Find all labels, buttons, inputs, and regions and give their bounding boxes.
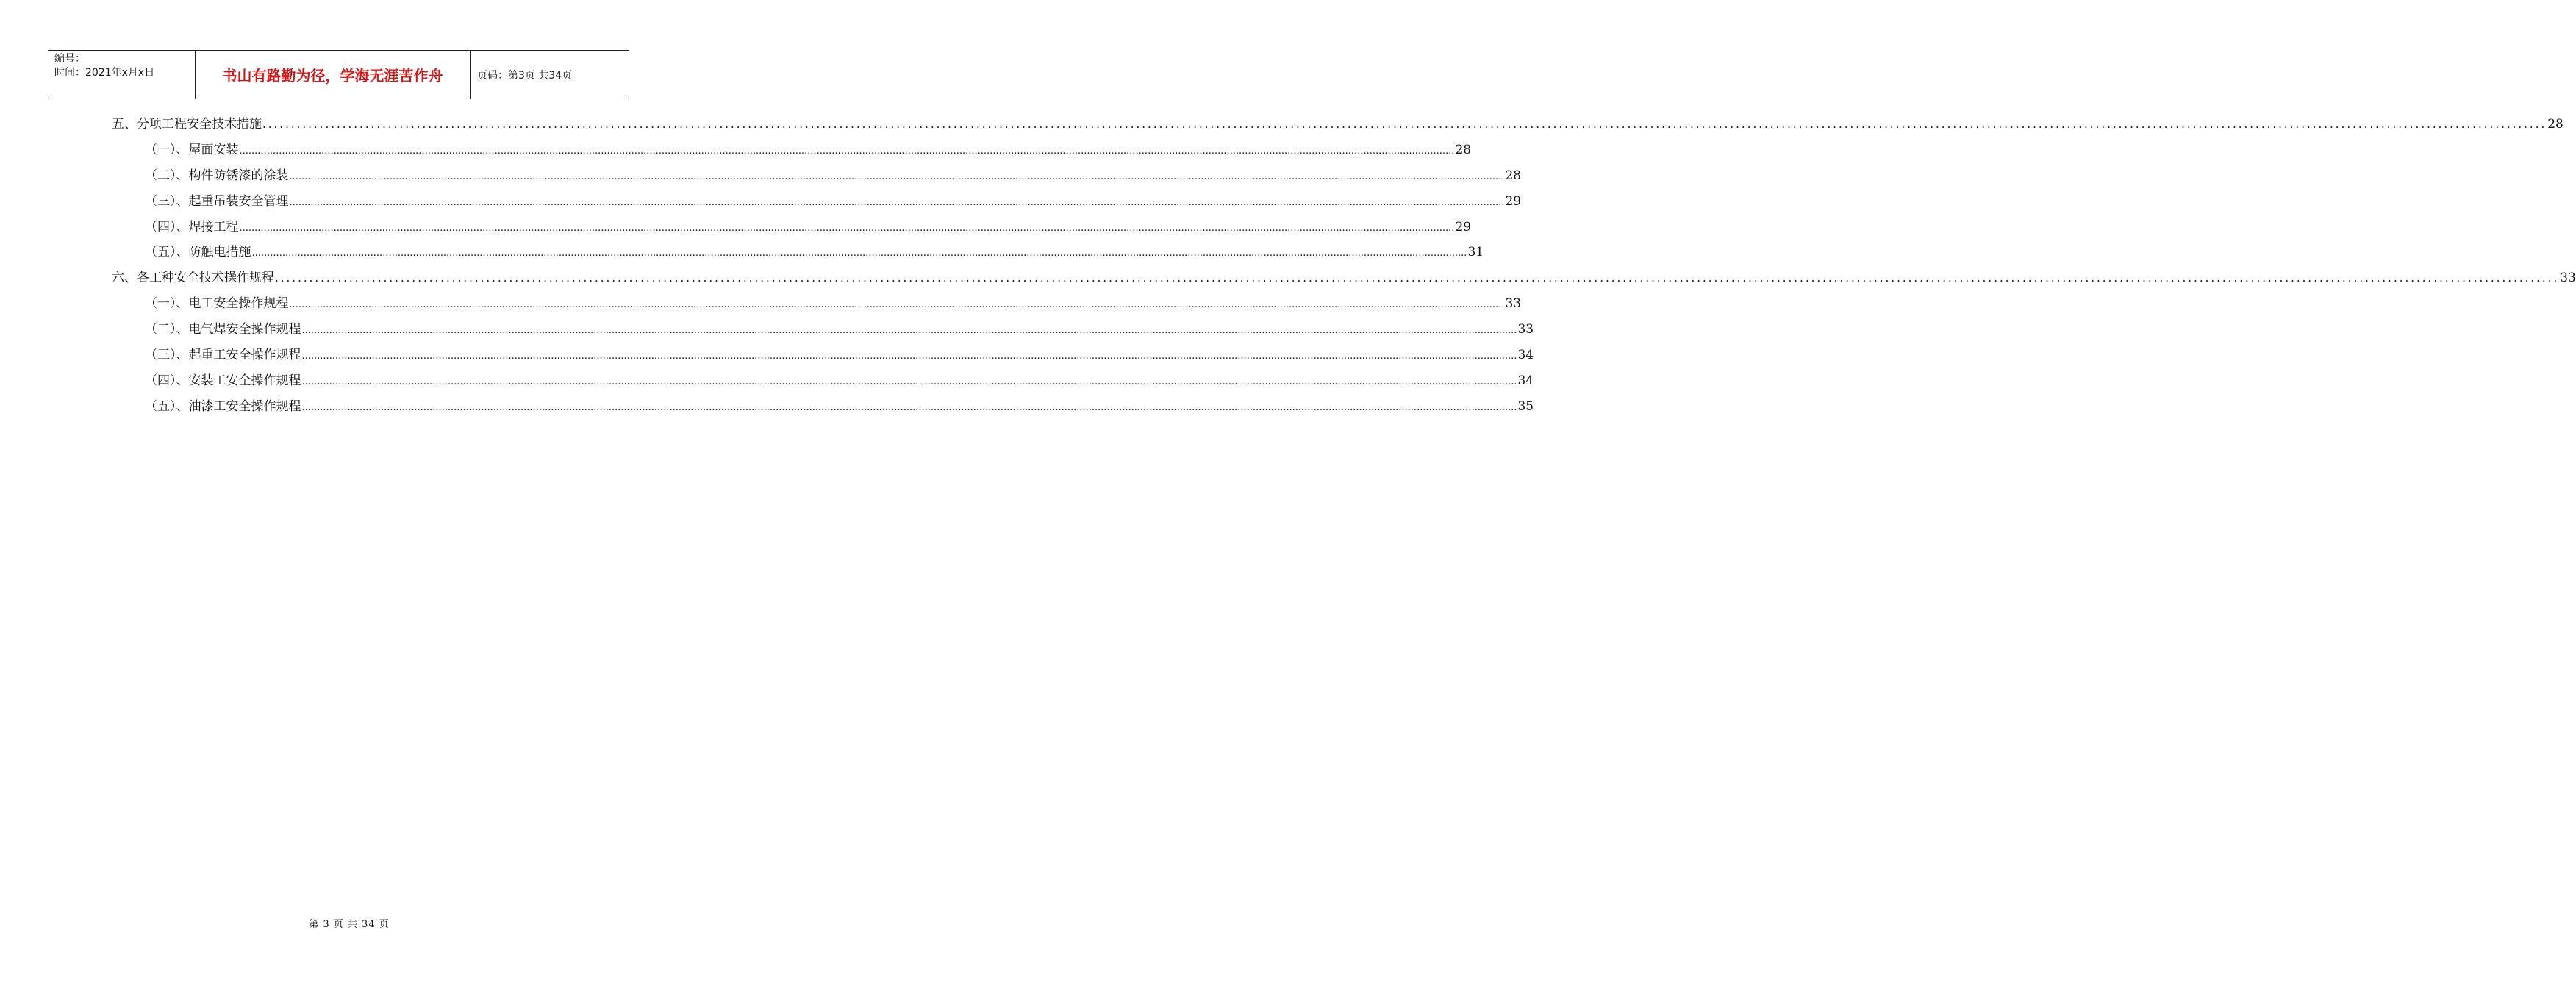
toc-leader-dots: ................................................................................................................................................................................................................................................................................................................................................................................................................ — [251, 248, 1467, 259]
toc-entry-page: 28 — [1505, 168, 1522, 183]
toc-entry[interactable] — [112, 190, 1522, 216]
toc-entry-title: （二）、电气焊安全操作规程 — [145, 322, 301, 337]
page-footer: 第 3 页 共 34 页 — [309, 919, 390, 930]
toc-entry-page: 34 — [1517, 373, 1534, 388]
toc-entry-title: （一）、电工安全操作规程 — [145, 296, 289, 312]
toc-entry-title: （三）、起重工安全操作规程 — [145, 348, 301, 363]
toc-entry-page: 28 — [2547, 117, 2564, 132]
header-meta — [48, 51, 196, 99]
toc-leader-dots: ................................................................................................................................................................................................................................................................................................................................................................................................................ — [301, 401, 1517, 413]
toc-entry-page: 31 — [1467, 245, 1484, 260]
toc-entry[interactable] — [112, 216, 1472, 242]
toc-leader-dots: ................................................................................................................................................................................................................................................................................................................................................................................................................ — [289, 196, 1505, 208]
toc-entry-title: （三）、起重吊装安全管理 — [145, 193, 289, 209]
toc-entry-page: 33 — [1505, 296, 1522, 312]
toc-entry-title: 六、各工种安全技术操作规程 — [112, 271, 274, 286]
toc-entry[interactable] — [112, 293, 1522, 318]
toc-leader-dots: ................................................................................................................................................................................................................................................................................................................................................................................................................ — [301, 376, 1517, 387]
page-header — [48, 50, 629, 99]
toc-entry-page: 29 — [1505, 193, 1522, 209]
toc-entry-title: （五）、油漆工安全操作规程 — [145, 398, 301, 414]
toc-entry-title: 五、分项工程安全技术措施 — [112, 117, 262, 132]
toc-entry-title: （一）、屋面安装 — [145, 142, 239, 157]
toc-entry-page: 34 — [1517, 348, 1534, 363]
toc-entry[interactable] — [112, 113, 2564, 139]
toc-entry-title: （四）、安装工安全操作规程 — [145, 373, 301, 388]
header-page-info: 页码：第3页 共34页 — [477, 69, 573, 82]
toc-leader-dots: ................................................................................................................................................................................................................................................................................................................................................................................................................ — [239, 222, 1455, 234]
toc-leader-dots: ................................................................................................................................................................................................................................................................................................................................................................................................................ — [275, 271, 2560, 285]
toc-entry-title: （五）、防触电措施 — [145, 245, 251, 260]
toc-entry[interactable] — [112, 165, 1522, 190]
toc-entry[interactable] — [112, 344, 1534, 370]
toc-entry-page: 29 — [1455, 219, 1472, 235]
toc-entry-title: （二）、构件防锈漆的涂装 — [145, 168, 289, 183]
table-of-contents — [112, 113, 2576, 421]
header-number-label: 编号： — [54, 53, 85, 65]
toc-entry[interactable] — [112, 395, 1534, 421]
toc-entry-page: 33 — [2560, 271, 2576, 286]
toc-entry-page: 33 — [1517, 322, 1534, 337]
header-time-label: 时间：2021年x月x日 — [54, 67, 155, 79]
toc-entry-page: 35 — [1517, 398, 1534, 414]
toc-entry[interactable] — [112, 241, 1484, 267]
header-motto: 书山有路勤为径，学海无涯苦作舟 — [196, 51, 471, 99]
toc-leader-dots: ................................................................................................................................................................................................................................................................................................................................................................................................................ — [262, 118, 2547, 131]
toc-leader-dots: ................................................................................................................................................................................................................................................................................................................................................................................................................ — [239, 145, 1455, 157]
toc-leader-dots: ................................................................................................................................................................................................................................................................................................................................................................................................................ — [289, 171, 1505, 182]
toc-leader-dots: ................................................................................................................................................................................................................................................................................................................................................................................................................ — [301, 325, 1517, 337]
toc-leader-dots: ................................................................................................................................................................................................................................................................................................................................................................................................................ — [289, 299, 1505, 311]
toc-entry[interactable] — [112, 139, 1472, 165]
toc-entry[interactable] — [112, 267, 2576, 293]
toc-entry-title: （四）、焊接工程 — [145, 219, 239, 235]
toc-entry-page: 28 — [1455, 142, 1472, 157]
toc-entry[interactable] — [112, 318, 1534, 344]
toc-entry[interactable] — [112, 370, 1534, 395]
toc-leader-dots: ................................................................................................................................................................................................................................................................................................................................................................................................................ — [301, 351, 1517, 362]
